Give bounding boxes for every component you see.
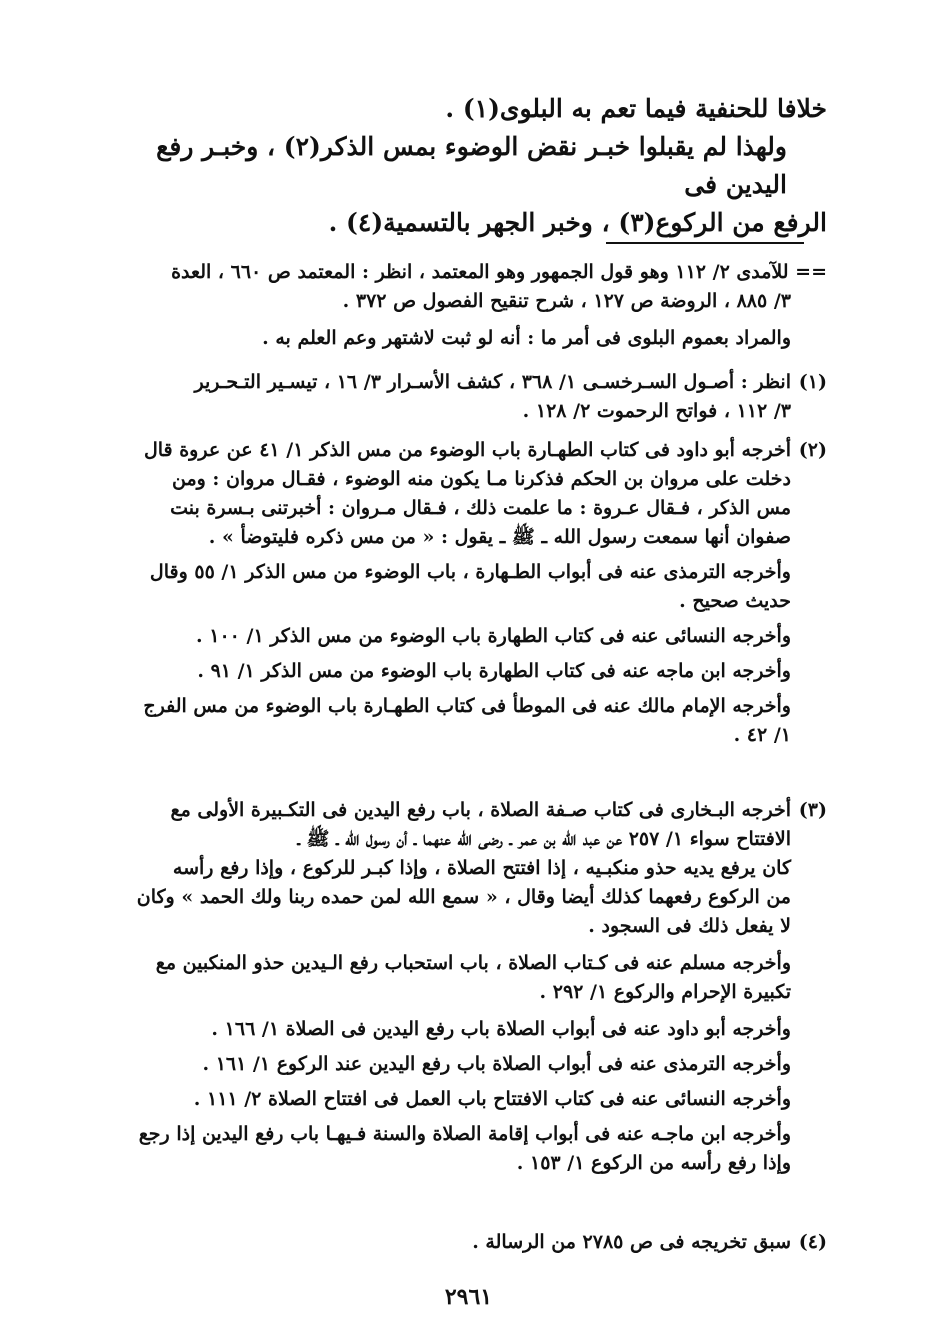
footnote-line: ٣/ ٨٨٥ ، الروضة ص ١٢٧ ، شرح تنقيح الفصول ص ٣٧٢ . [342,290,791,312]
footnote-line: لا يفعل ذلك فى السجود . [588,915,791,937]
main-text-line: ولهذا لم يقبلوا خبـر نقض الوضوء بمس الذكر(٢) ، وخبـر رفع اليدين فى [156,132,787,199]
footnote-line: تكبيرة الإحرام والركوع ١/ ٢٩٢ . [539,981,791,1003]
footnote-line [115,796,827,825]
footnote-line: وأخرجه الإمام مالك عنه فى الموطأ فى كتاب الطهـارة باب الوضوء من مس الفرج [143,695,791,717]
footnote-3 [115,796,827,1178]
footnote-line: وأخرجه النسائى عنه فى كتاب الافتتاح باب العمل فى افتتاح الصلاة ٢/ ١١١ . [193,1088,791,1110]
footnote-separator [606,242,804,244]
footnote-line: مس الذكر ، فـقال عـروة : ما علمت ذلك ، فـقال مـروان : أخبرتنى بـسرة بنت [170,497,791,519]
footnote-line: وأخرجه الترمذى عنه فى أبواب الصلاة باب رفع اليدين عند الركوع ١/ ١٦١ . [202,1053,791,1075]
footnote-line: == للآمدى ٢/ ١١٢ وهو قول الجمهور وهو المعتمد ، انظر : المعتمد ص ٦٦٠ ، العدة [171,261,827,283]
footnote-line: ٣/ ١١٢ ، فواتح الرحموت ٢/ ١٢٨ . [522,400,791,422]
footnote-number: (٢) [798,439,827,461]
footnote-line: وأخرجه مسلم عنه فى كـتاب الصلاة ، باب استحباب رفع الـيدين حذو المنكبين مع [155,952,791,974]
footnote-line: صفوان أنها سمعت رسول الله ـ ﷺ ـ يقول : « من مس ذكره فليتوضأ » . [208,526,791,548]
footnote-line: وأخرجه ابن ماجـه عنه فى أبواب إقامة الصلاة والسنة فـيهـا باب رفع اليدين إذا رجع [138,1123,791,1145]
footnote-line: وإذا رفع رأسه من الركوع ١/ ١٥٣ . [516,1152,791,1174]
footnote-line: وأخرجه ابن ماجه عنه فى كتاب الطهارة باب الوضوء من مس الذكر ١/ ٩١ . [197,660,791,682]
footnote-number: (٣) [798,799,827,821]
footnote-text: انظر : أصـول السـرخسـى ١/ ٣٦٨ ، كشف الأسـرار ٣/ ١٦ ، تيسـير التـحـرير [194,371,791,393]
footnote-text: سبق تخريجه فى ص ٢٧٨٥ من الرسالة . [472,1231,791,1253]
footnote-line: والمراد بعموم البلوى فى أمر ما : أنه لو ثبت لاشتهر وعم العلم به . [262,327,791,349]
footnote-continuation [115,258,827,353]
footnote-line: حديث صحيح . [679,590,791,612]
footnote-line [115,436,827,465]
footnote-text: أخرجه أبو داود فى كتاب الطهـارة باب الوضوء من مس الذكر ١/ ٤١ عن عروة قال [143,439,791,461]
footnote-text: أخرجه البـخارى فى كتاب صـفة الصلاة ، باب رفع اليدين فى التكـبيرة الأولى مع [170,799,791,821]
footnote-number: (١) [798,371,827,393]
footnote-1 [115,368,827,426]
footnote-line: كان يرفع يديه حذو منكبـيه ، إذا افتتح الصلاة ، وإذا كبـر للركوع ، وإذا رفع رأسه [172,857,791,879]
footnote-line [115,1228,827,1257]
footnote-4 [115,1228,827,1257]
footnote-2 [115,436,827,750]
footnote-line: وأخرجه النسائى عنه فى كتاب الطهارة باب الوضوء من مس الذكر ١/ ١٠٠ . [196,625,791,647]
footnote-line: وأخرجه الترمذى عنه فى أبواب الطـهارة ، باب الوضوء من مس الذكر ١/ ٥٥ وقال [149,561,791,583]
main-text-line: الرفع من الركوع(٣) ، وخبر الجهر بالتسمية(٤) . [328,208,827,237]
footnote-line: من الركوع رفعهما كذلك أيضا وقال ، « سمع الله لمن حمده ربنا ولك الحمد » وكان [136,886,791,908]
footnote-line: ١/ ٤٢ . [733,724,791,746]
footnote-line: دخلت على مروان بن الحكم فذكرنا مـا يكون منه الوضوء ، فقـال مروان : ومن [171,468,791,490]
footnote-number: (٤) [798,1231,827,1253]
footnote-line: الافتتاح سواء ١/ ٢٥٧ عن عبد الله بن عمر ـ رضى الله عنهما ـ أن رسول الله ـ ﷺ ـ [297,828,791,850]
main-text [127,90,827,242]
page-number: ٢٩٦١ [444,1284,493,1310]
footnote-line [115,368,827,397]
footnote-line: وأخرجه أبو داود عنه فى أبواب الصلاة باب رفع اليدين فى الصلاة ١/ ١٦٦ . [211,1018,791,1040]
main-text-line: خلافا للحنفية فيما تعم به البلوى(١) . [445,94,827,123]
